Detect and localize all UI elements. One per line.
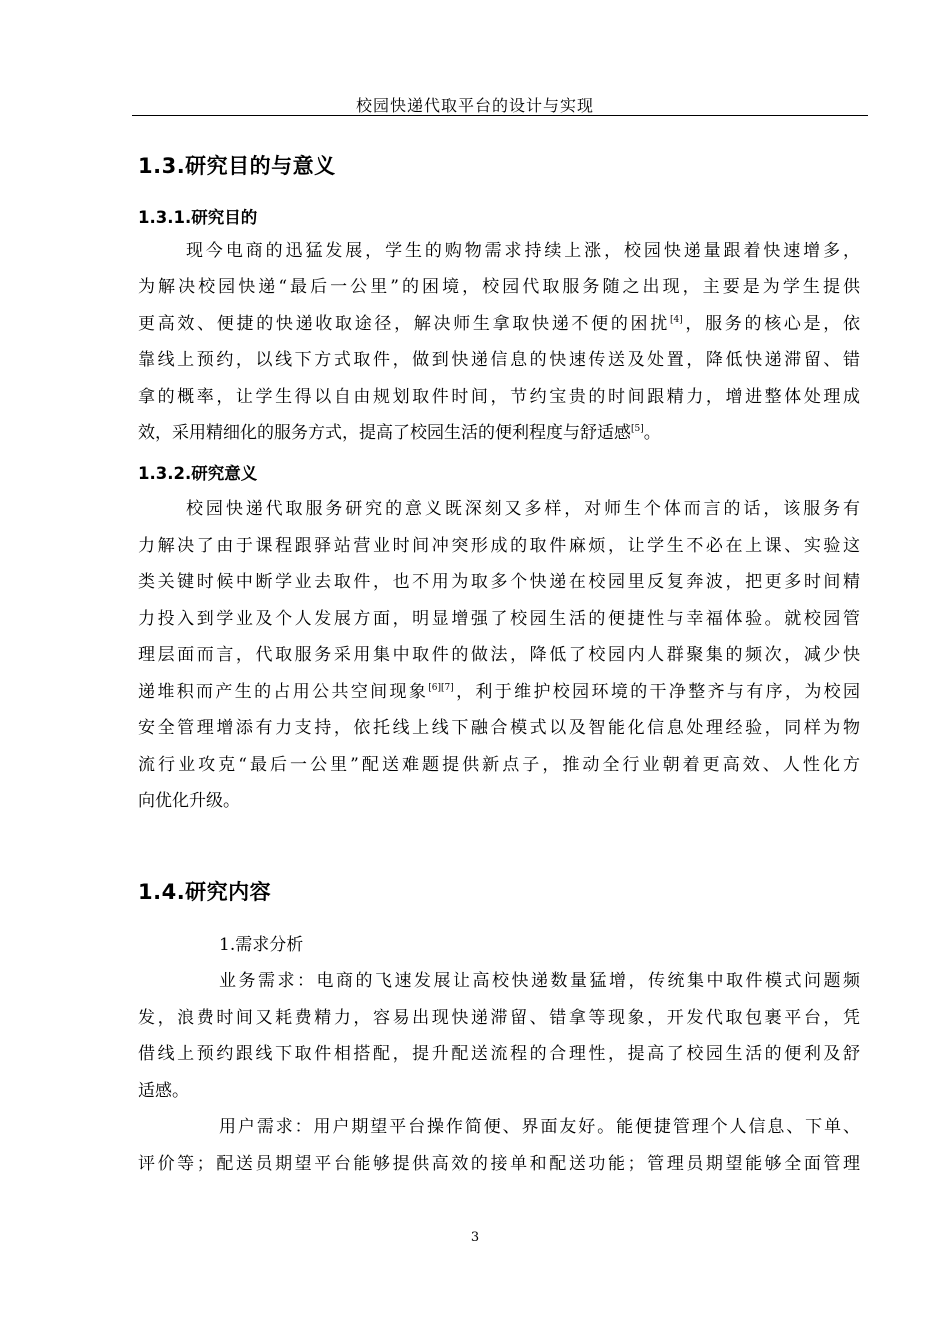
- paragraph-line: [138, 677, 860, 702]
- citation: [7]: [440, 683, 454, 693]
- paragraph-line: 流行业攻克“最后一公里”配送难题提供新点子，推动全行业朝着更高效、人性化方: [138, 755, 860, 775]
- section-1-3-heading: 1.3.研究目的与意义: [138, 154, 336, 178]
- text-run: 效，采用精细化的服务方式，提高了校园生活的便利程度与舒适感: [138, 423, 631, 443]
- paragraph-line: 发，浪费时间又耗费精力，容易出现快递滞留、错拿等现象，开发代取包裹平台，凭: [138, 1008, 860, 1028]
- paragraph-line: 理层面而言，代取服务采用集中取件的做法，降低了校园内人群聚集的频次，减少快: [138, 645, 860, 665]
- text-run: ，利于维护校园环境的干净整齐与有序，为校园: [453, 682, 861, 702]
- paragraph-line: 为解决校园快递“最后一公里”的困境，校园代取服务随之出现，主要是为学生提供: [138, 277, 860, 297]
- paragraph-line: 拿的概率，让学生得以自由规划取件时间，节约宝贵的时间跟精力，增进整体处理成: [138, 387, 860, 407]
- header-rule: [132, 115, 868, 116]
- running-header: 校园快递代取平台的设计与实现: [355, 96, 594, 115]
- paragraph-line: 力解决了由于课程跟驿站营业时间冲突形成的取件麻烦，让学生不必在上课、实验这: [138, 536, 860, 556]
- paragraph-line: 评价等；配送员期望平台能够提供高效的接单和配送功能；管理员期望能够全面管理: [138, 1154, 860, 1174]
- paragraph-line: 向优化升级。: [138, 791, 240, 811]
- text-run: 递堆积而产生的占用公共空间现象: [138, 682, 429, 702]
- text-run: ，服务的核心是，依: [682, 314, 860, 334]
- paragraph-line: 校园快递代取服务研究的意义既深刻又多样，对师生个体而言的话，该服务有: [186, 499, 860, 519]
- paragraph-line: [138, 309, 860, 334]
- page-number: 3: [470, 1230, 480, 1245]
- paragraph-line: 适感。: [138, 1081, 189, 1101]
- paragraph-line: 力投入到学业及个人发展方面，明显增强了校园生活的便捷性与幸福体验。就校园管: [138, 609, 860, 629]
- list-item: 1.需求分析: [219, 935, 304, 955]
- citation: [5]: [631, 424, 644, 434]
- paragraph-line: 借线上预约跟线下取件相搭配，提升配送流程的合理性，提高了校园生活的便利及舒: [138, 1044, 860, 1064]
- citation: [4]: [669, 315, 683, 325]
- citation: [6]: [428, 683, 441, 693]
- paragraph-line: 靠线上预约，以线下方式取件，做到快递信息的快速传送及处置，降低快递滞留、错: [138, 350, 860, 370]
- paragraph-line: [138, 418, 860, 443]
- text-run: 更高效、便捷的快递收取途径，解决师生拿取快递不便的困扰: [138, 314, 670, 334]
- paragraph-line: 类关键时候中断学业去取件，也不用为取多个快递在校园里反复奔波，把更多时间精: [138, 572, 860, 592]
- section-1-4-heading: 1.4.研究内容: [138, 880, 272, 904]
- paragraph-line: 业务需求：电商的飞速发展让高校快递数量猛增，传统集中取件模式问题频: [219, 971, 860, 991]
- text-run: 。: [643, 423, 661, 443]
- subsection-1-3-1-heading: 1.3.1.研究目的: [138, 208, 258, 227]
- paragraph-line: 现今电商的迅猛发展，学生的购物需求持续上涨，校园快递量跟着快速增多，: [186, 241, 860, 261]
- subsection-1-3-2-heading: 1.3.2.研究意义: [138, 464, 258, 483]
- paragraph-line: 安全管理增添有力支持，依托线上线下融合模式以及智能化信息处理经验，同样为物: [138, 718, 860, 738]
- paragraph-line: 用户需求：用户期望平台操作简便、界面友好。能便捷管理个人信息、下单、: [219, 1117, 860, 1137]
